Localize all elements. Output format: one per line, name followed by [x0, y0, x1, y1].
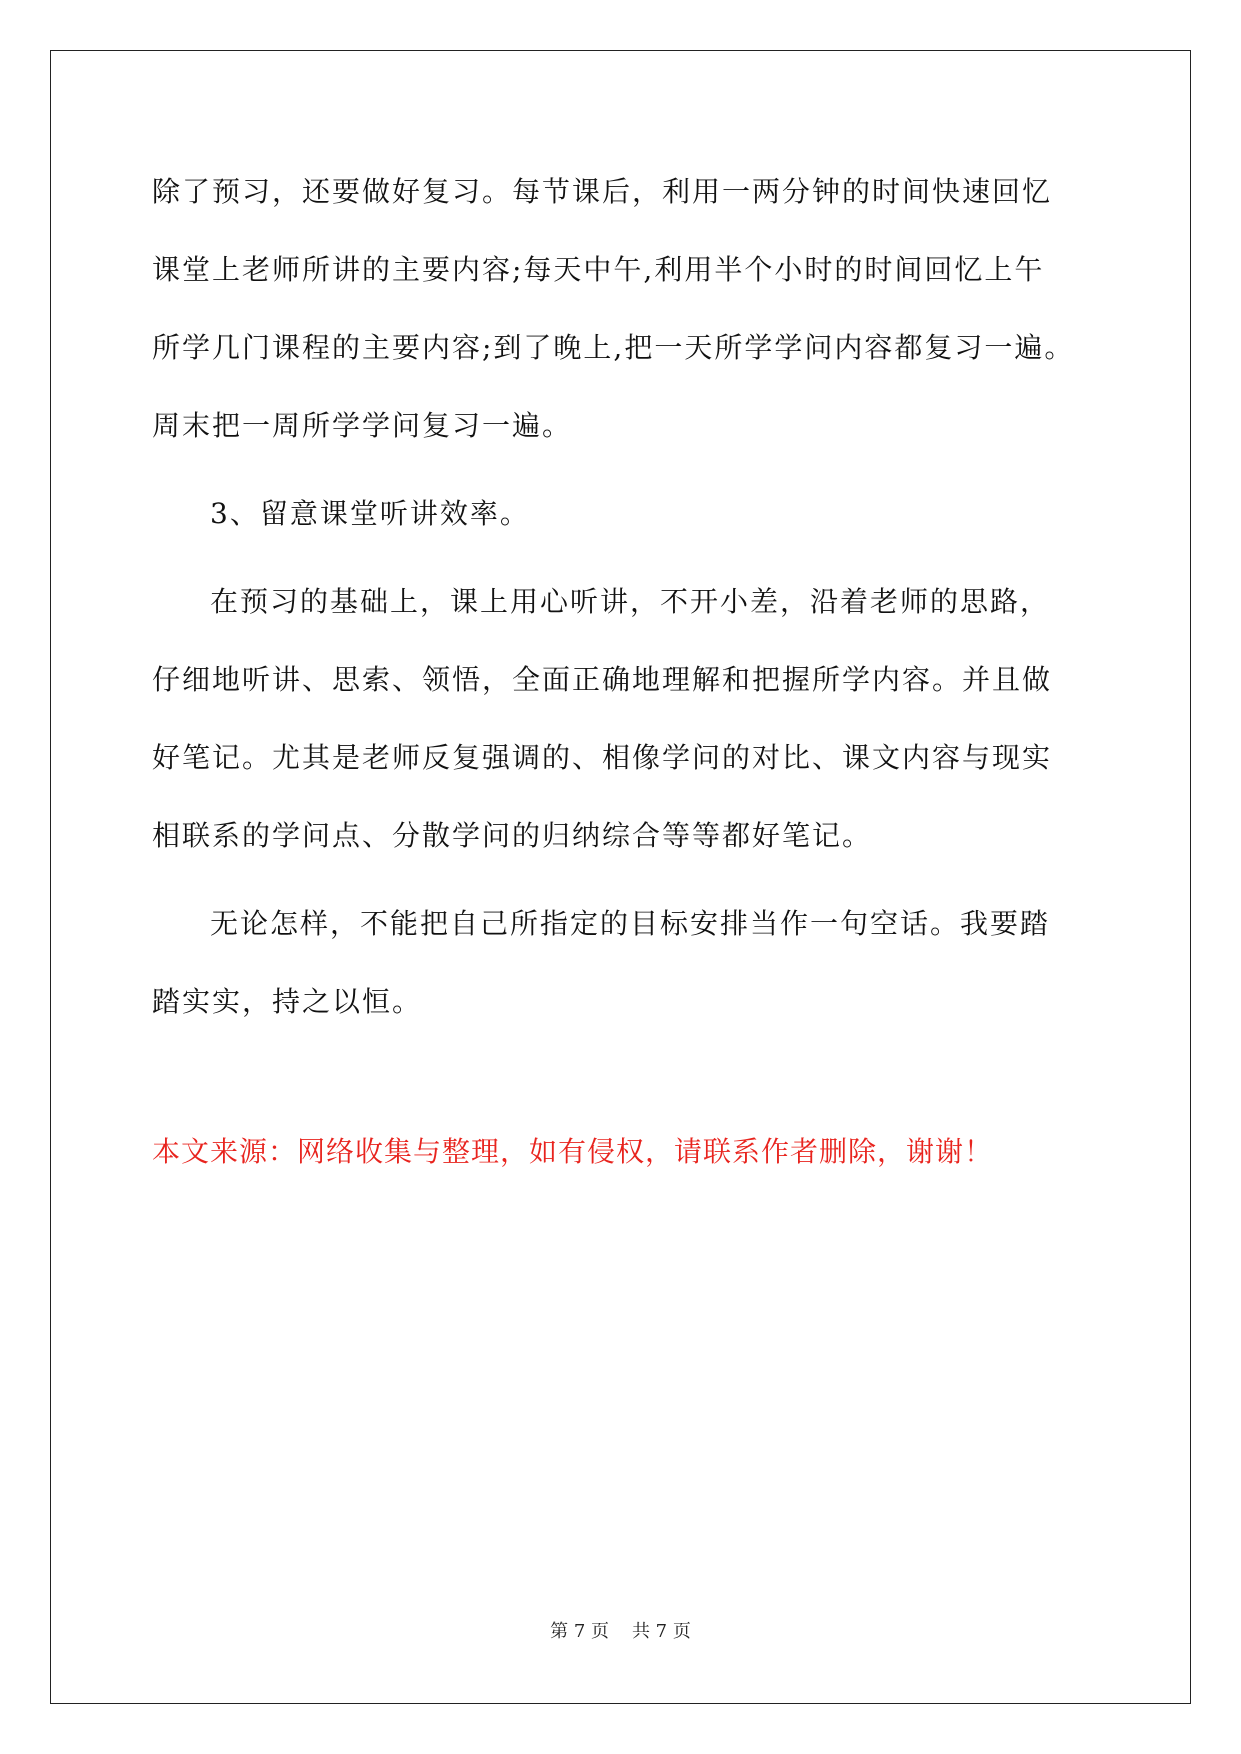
page-number-footer: 第 7 页 共 7 页	[550, 1621, 691, 1642]
body-line-2: 课堂上老师所讲的主要内容;每天中午,利用半个小时的时间回忆上午	[152, 253, 1045, 286]
body-line-8: 好笔记。尤其是老师反复强调的、相像学问的对比、课文内容与现实	[152, 741, 1053, 774]
source-note: 本文来源：网络收集与整理，如有侵权，请联系作者删除，谢谢！	[152, 1135, 994, 1168]
section-heading: 3、留意课堂听讲效率。	[210, 497, 530, 530]
body-line-3: 所学几门课程的主要内容;到了晚上,把一天所学学问内容都复习一遍。	[152, 331, 1075, 364]
body-line-9: 相联系的学问点、分散学问的归纳综合等等都好笔记。	[152, 819, 873, 852]
body-line-10: 无论怎样，不能把自己所指定的目标安排当作一句空话。我要踏	[210, 907, 1051, 940]
body-line-4: 周末把一周所学学问复习一遍。	[152, 409, 573, 442]
page-border	[50, 50, 1191, 1704]
body-line-6: 在预习的基础上，课上用心听讲，不开小差，沿着老师的思路，	[210, 585, 1051, 618]
body-line-7: 仔细地听讲、思索、领悟，全面正确地理解和把握所学内容。并且做	[152, 663, 1053, 696]
body-line-1: 除了预习，还要做好复习。每节课后，利用一两分钟的时间快速回忆	[152, 175, 1053, 208]
body-line-11: 踏实实，持之以恒。	[152, 985, 423, 1018]
